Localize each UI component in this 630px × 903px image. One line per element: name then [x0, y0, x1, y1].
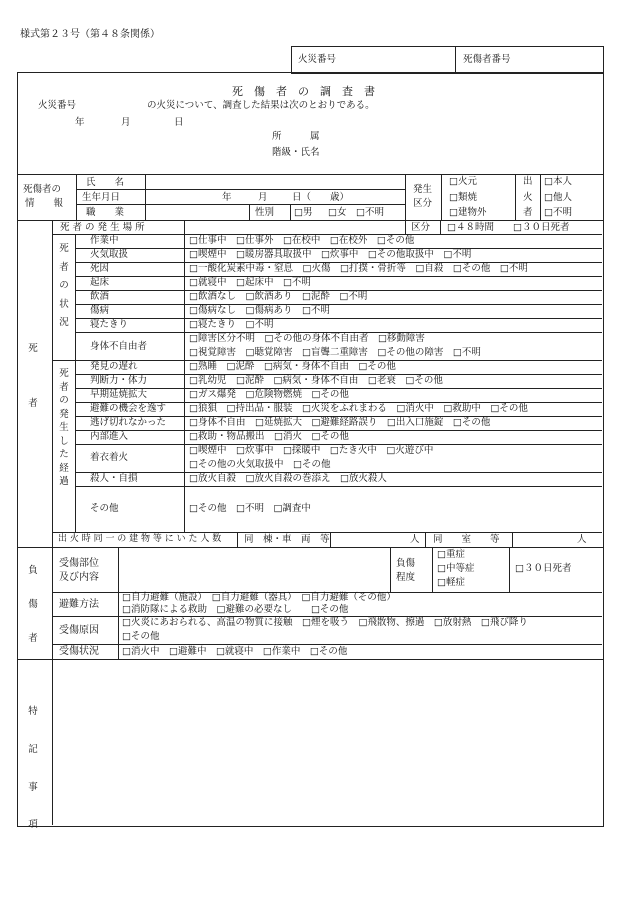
process-row-options[interactable]: □救助・物品搬出 □消火 □その他 — [189, 431, 349, 442]
category-label: 区分 — [411, 222, 431, 233]
state-row-options[interactable]: □障害区分不明 □その他の身体不自由者 □移動障害 — [189, 333, 425, 344]
injury-status-label: 受傷状況 — [59, 646, 99, 657]
process-row-label: 内部進入 — [90, 431, 129, 442]
fire-self[interactable]: □本人 — [544, 176, 572, 187]
process-row-label: 判断力・体力 — [90, 375, 148, 386]
fire-other[interactable]: □他人 — [544, 192, 572, 203]
char: 状 — [59, 298, 69, 310]
affiliation-label: 所 属 — [272, 131, 320, 142]
injury-degree-label: 負傷 — [396, 558, 416, 569]
process-row-label: 着衣着火 — [90, 452, 129, 463]
char: 況 — [59, 317, 69, 328]
evacuation-method-label: 避難方法 — [59, 599, 99, 610]
persons-unit-2: 人 — [577, 534, 587, 545]
notes-textarea[interactable] — [53, 660, 601, 824]
id-box — [291, 46, 604, 74]
fire-no-text: 火災番号 — [38, 100, 77, 111]
fire-person-label-1: 出 — [523, 176, 533, 187]
char: 項 — [28, 819, 38, 831]
process-row-options[interactable]: □喫煙中 □炊事中 □採暖中 □たき火中 □火遊び中 — [189, 445, 434, 456]
birth-day-age: 日（ 歳） — [292, 192, 350, 203]
state-section-label — [58, 244, 70, 337]
process-row-options[interactable]: □乳幼児 □泥酔 □病気・身体不自由 □老衰 □その他 — [189, 375, 443, 386]
char: し — [59, 435, 69, 447]
origin-fire-source[interactable]: □火元 — [449, 176, 477, 187]
process-row-options-2[interactable]: □その他の火気取扱中 □その他 — [189, 459, 331, 470]
degree-light[interactable]: □軽症 — [437, 577, 465, 588]
process-row-label: 殺人・自損 — [90, 473, 138, 484]
state-row-options[interactable]: □喫煙中 □暖房器具取扱中 □炊事中 □その他取扱中 □不明 — [189, 249, 472, 260]
fire-person-label-3: 者 — [523, 207, 533, 218]
same-building-label: 同 棟・車 両 等 — [244, 534, 330, 545]
char: 生 — [59, 422, 69, 433]
injury-part-label: 受傷部位 — [59, 558, 99, 569]
process-row-options[interactable]: □その他 □不明 □調査中 — [189, 503, 311, 514]
process-row-label: その他 — [90, 503, 119, 514]
victim-info-label: 死傷者の — [23, 184, 62, 195]
process-row-options[interactable]: □身体不自由 □延焼拡大 □避難経路誤り □出入口施錠 □その他 — [189, 417, 491, 428]
state-row-options[interactable]: □就寝中 □起床中 □不明 — [189, 277, 311, 288]
state-row-options[interactable]: □仕事中 □仕事外 □在校中 □在校外 □その他 — [189, 235, 415, 246]
sex-male[interactable]: □男 — [294, 207, 313, 218]
state-row-label: 火気取扱 — [90, 249, 129, 260]
char: 傷 — [28, 599, 38, 611]
job-label: 職 業 — [86, 207, 125, 218]
state-row-label: 傷病 — [90, 305, 110, 316]
birth-month: 月 — [258, 192, 268, 203]
char: 者 — [28, 633, 38, 645]
char: の — [59, 280, 69, 291]
state-row-options[interactable]: □寝たきり □不明 — [189, 319, 274, 330]
char: た — [59, 449, 69, 460]
date-year: 年 — [75, 117, 85, 128]
state-row-label: 身体不自由者 — [90, 341, 148, 352]
injury-part-label-2: 及び内容 — [59, 572, 99, 583]
fire-number-label: 火災番号 — [298, 54, 337, 65]
state-row-options-2[interactable]: □視覚障害 □聴覚障害 □盲聾二重障害 □その他の障害 □不明 — [189, 347, 481, 358]
name-label: 氏 名 — [86, 177, 125, 188]
char: 死 — [59, 368, 69, 379]
notes-section-label — [27, 700, 39, 851]
origin-outside[interactable]: □建物外 — [449, 207, 487, 218]
process-row-label: 早期延焼拡大 — [90, 389, 148, 400]
same-room-label: 同 室 等 — [433, 534, 500, 545]
dead-section-label — [27, 344, 39, 453]
state-row-label: 起床 — [90, 277, 110, 288]
char: 特 — [28, 706, 38, 717]
degree-moderate[interactable]: □中等症 — [437, 563, 475, 574]
state-row-label: 作業中 — [90, 235, 119, 246]
state-row-label: 寝たきり — [90, 319, 129, 330]
date-day: 日 — [174, 117, 184, 128]
fire-person-label-2: 火 — [523, 192, 533, 203]
birth-label: 生年月日 — [82, 192, 121, 203]
process-row-options[interactable]: □熟睡 □泥酔 □病気・身体不自由 □その他 — [189, 361, 396, 372]
injury-cause-options-1[interactable]: □火炎にあおられる、高温の物質に接触 □煙を吸う □飛散物、擦過 □放射熱 □飛び降り — [122, 617, 528, 628]
state-row-options[interactable]: □飲酒なし □飲酒あり □泥酔 □不明 — [189, 291, 368, 302]
form-number: 様式第２３号（第４８条関係） — [20, 29, 160, 40]
process-row-options[interactable]: □狼狽 □持出品・服装 □火災をふれまわる □消火中 □救助中 □その他 — [189, 403, 528, 414]
char: 発 — [59, 408, 69, 420]
process-row-label: 逃げ切れなかった — [90, 417, 167, 428]
process-row-line — [75, 486, 184, 487]
state-row-line — [75, 276, 602, 277]
char: 者 — [59, 261, 69, 273]
injured-30d-death[interactable]: □３０日死者 — [515, 563, 572, 574]
process-row-options[interactable]: □放火自殺 □放火自殺の巻添え □放火殺人 — [189, 473, 387, 484]
victim-info-label-2: 情 報 — [25, 198, 64, 209]
injury-cause-options-2[interactable]: □その他 — [122, 631, 160, 642]
process-section-label — [58, 369, 70, 491]
origin-label: 発生 — [413, 184, 433, 195]
sex-label: 性別 — [255, 207, 275, 218]
char: 死 — [59, 243, 69, 254]
rank-name-label: 階級・氏名 — [272, 147, 320, 158]
evacuation-options-1[interactable]: □自力避難（施設） □自力避難（器具） □自力避難（その他） — [122, 592, 396, 603]
process-row-line — [184, 486, 602, 487]
char: 者 — [59, 381, 69, 393]
report-text: の火災について、調査した結果は次のとおりである。 — [147, 100, 375, 111]
injury-status-options[interactable]: □消火中 □避難中 □就寝中 □作業中 □その他 — [122, 646, 348, 657]
persons-unit-1: 人 — [410, 534, 420, 545]
process-row-options[interactable]: □ガス爆発 □危険物燃焼 □その他 — [189, 389, 349, 400]
origin-label-2: 区分 — [413, 198, 433, 209]
category-48h[interactable]: □４８時間 — [447, 222, 494, 233]
origin-spread[interactable]: □類焼 — [449, 192, 477, 203]
injured-section-label — [27, 563, 39, 665]
birth-year: 年 — [222, 192, 232, 203]
sex-unknown[interactable]: □不明 — [356, 207, 384, 218]
process-row-label: 避難の機会を逸す — [90, 403, 167, 414]
char: 経 — [59, 462, 69, 474]
doc-title: 死 傷 者 の 調 査 書 — [232, 85, 375, 98]
state-row-options[interactable]: □傷病なし □傷病あり □不明 — [189, 305, 330, 316]
category-30d[interactable]: □３０日死者 — [513, 222, 570, 233]
fire-unknown[interactable]: □不明 — [544, 207, 572, 218]
injury-cause-label: 受傷原因 — [59, 625, 99, 636]
fire-time-persons-label: 出 火 時 同 一 の 建 物 等 に い た 人 数 — [58, 534, 222, 544]
degree-severe[interactable]: □重症 — [437, 549, 465, 560]
death-location-label: 死 者 の 発 生 場 所 — [60, 222, 145, 233]
state-row-line — [75, 318, 602, 319]
state-row-options[interactable]: □一酸化炭素中毒・窒息 □火傷 □打撲・骨折等 □自殺 □その他 □不明 — [189, 263, 528, 274]
char: 負 — [28, 565, 38, 576]
char: 死 — [28, 343, 38, 354]
sex-female[interactable]: □女 — [328, 207, 347, 218]
char: 過 — [59, 476, 69, 487]
injury-degree-label-2: 程度 — [396, 572, 416, 583]
state-row-label: 死因 — [90, 263, 110, 274]
process-row-label: 発見の遅れ — [90, 361, 138, 372]
state-row-label: 飲酒 — [90, 291, 110, 302]
char: 記 — [28, 743, 38, 755]
evacuation-options-2[interactable]: □消防隊による救助 □避難の必要なし □その他 — [122, 604, 349, 615]
state-row-line — [75, 304, 602, 305]
char: の — [59, 395, 69, 406]
date-month: 月 — [121, 117, 131, 128]
victim-number-label: 死傷者番号 — [463, 54, 511, 65]
char: 者 — [28, 397, 38, 409]
char: 事 — [28, 781, 38, 793]
